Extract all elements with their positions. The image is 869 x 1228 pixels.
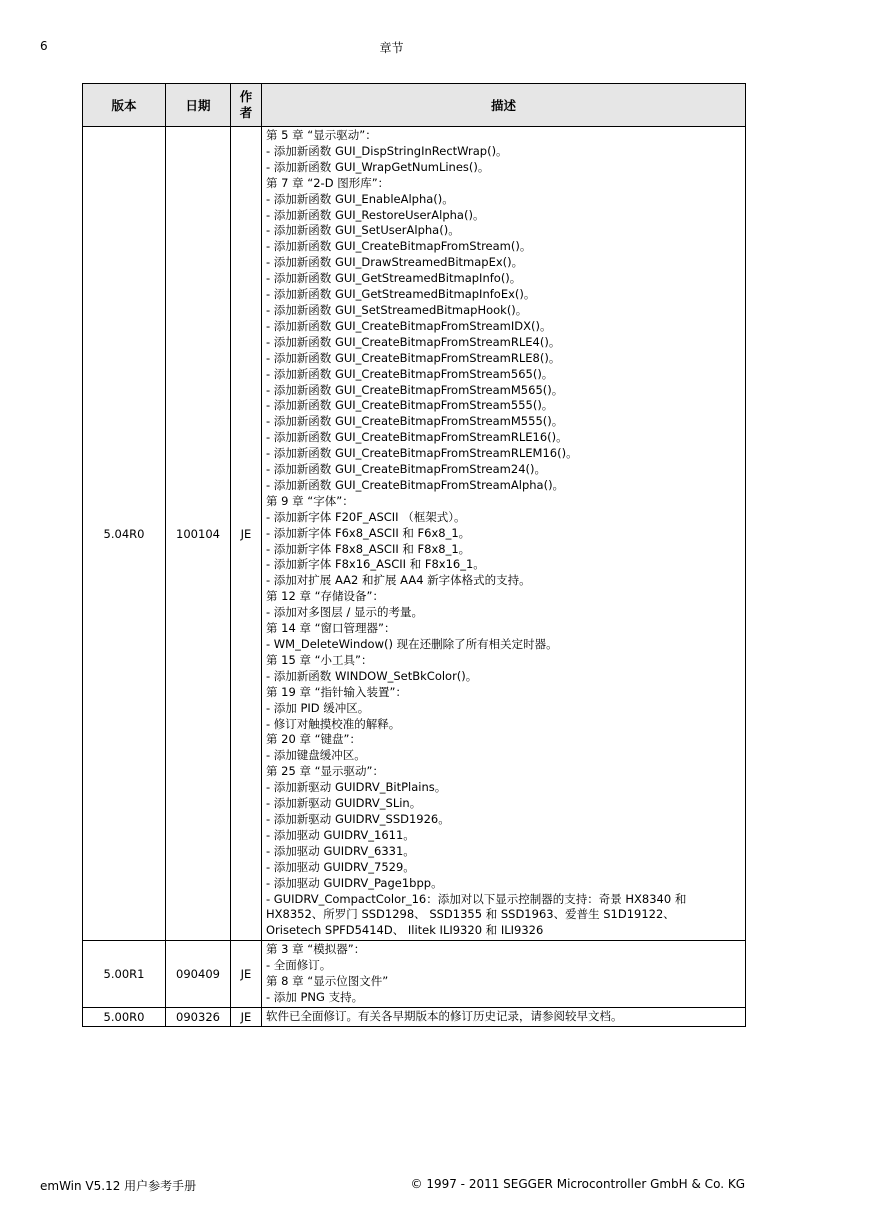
header-date: 日期 (166, 84, 231, 127)
footer-manual-title: emWin V5.12 用户参考手册 (40, 1179, 197, 1193)
page-number: 6 (40, 39, 48, 53)
description-line: - 添加新函数 GUI_CreateBitmapFromStream555()。 (266, 398, 554, 413)
description-line: - 添加新函数 GUI_WrapGetNumLines()。 (266, 159, 490, 174)
cell-date: 090409 (166, 941, 231, 1008)
description-line: - 添加新函数 GUI_SetStreamedBitmapHook()。 (266, 302, 528, 317)
cell-date: 100104 (166, 127, 231, 941)
cell-date: 090326 (166, 1007, 231, 1026)
footer-copyright: © 1997 - 2011 SEGGER Microcontroller GmbH & Co. KG (410, 1177, 745, 1191)
table-row (83, 127, 746, 941)
description-line: - 添加新函数 GUI_CreateBitmapFromStream()。 (266, 239, 532, 254)
description-line: - 添加新函数 GUI_CreateBitmapFromStreamRLE4()。 (266, 334, 561, 349)
chapter-header: 章节 (379, 41, 404, 55)
description-line: - 添加新函数 GUI_CreateBitmapFromStream565()。 (266, 366, 554, 381)
table-row (83, 941, 746, 1008)
description-line: - 添加新函数 WINDOW_SetBkColor()。 (266, 668, 478, 683)
description-line: - 添加新函数 GUI_GetStreamedBitmapInfo()。 (266, 271, 522, 286)
header-description: 描述 (262, 84, 746, 127)
description-line: - 添加键盘缓冲区。 (266, 748, 366, 763)
description-line: - 添加新驱动 GUIDRV_BitPlains。 (266, 780, 447, 795)
description-line: 第 19 章 “指针输入装置”： (266, 684, 408, 699)
cell-author: JE (231, 127, 262, 941)
description-line: 第 3 章 “模拟器”： (266, 942, 366, 957)
description-line: - 添加对扩展 AA2 和扩展 AA4 新字体格式的支持。 (266, 573, 531, 588)
description-line: 第 5 章 “显示驱动”： (266, 128, 377, 142)
description-line: - 添加新函数 GUI_CreateBitmapFromStreamRLE8()。 (266, 350, 561, 365)
description-line: 第 15 章 “小工具”： (266, 652, 373, 667)
header-version: 版本 (83, 84, 166, 127)
description-line: - 修订对触摸校准的解释。 (266, 716, 401, 731)
description-line: - 添加新驱动 GUIDRV_SSD1926。 (266, 811, 450, 826)
description-line: - 添加新字体 F8x8_ASCII 和 F8x8_1。 (266, 541, 471, 556)
description-line: - WM_DeleteWindow() 现在还删除了所有相关定时器。 (266, 637, 558, 651)
cell-description (262, 1007, 746, 1026)
description-line: - 添加驱动 GUIDRV_1611。 (266, 827, 415, 842)
table-header-row (83, 84, 746, 127)
description-line: - 添加新函数 GUI_CreateBitmapFromStreamM555()。 (266, 414, 564, 429)
cell-description (262, 127, 746, 941)
description-line: - 添加新函数 GUI_CreateBitmapFromStreamIDX()。 (266, 318, 552, 333)
description-line: - 添加新函数 GUI_SetUserAlpha()。 (266, 223, 460, 238)
description-line: 第 14 章 “窗口管理器”： (266, 621, 396, 636)
cell-version: 5.04R0 (83, 127, 166, 941)
description-line: - 添加新函数 GUI_CreateBitmapFromStream24()。 (266, 462, 546, 477)
description-line: - GUIDRV_CompactColor_16：添加对以下显示控制器的支持：奇景 HX8340 和 (266, 891, 687, 906)
cell-version: 5.00R1 (83, 941, 166, 1008)
description-line: 第 9 章 “字体”： (266, 493, 354, 508)
description-line: - 添加新字体 F20F_ASCII （框架式）。 (266, 509, 466, 524)
header-author: 作 者 (231, 84, 262, 127)
description-line: - 添加驱动 GUIDRV_7529。 (266, 859, 415, 874)
description-line: - 添加新函数 GUI_GetStreamedBitmapInfoEx()。 (266, 287, 536, 302)
description-line: 第 20 章 “键盘”： (266, 732, 362, 747)
table-row (83, 1007, 746, 1026)
description-line: - 添加驱动 GUIDRV_Page1bpp。 (266, 875, 443, 890)
cell-author: JE (231, 1007, 262, 1026)
description-line: 第 25 章 “显示驱动”： (266, 764, 385, 779)
description-line: Orisetech SPFD5414D、 Ilitek ILI9320 和 ILI9326 (266, 923, 544, 938)
revision-table (82, 83, 746, 1027)
description-line: HX8352、所罗门 SSD1298、 SSD1355 和 SSD1963、爱普生 S1D19122、 (266, 907, 675, 922)
description-line: - 添加新函数 GUI_EnableAlpha()。 (266, 191, 454, 206)
description-line: - 添加新函数 GUI_CreateBitmapFromStreamRLE16()。 (266, 430, 568, 445)
description-line: - 添加新字体 F8x16_ASCII 和 F8x16_1。 (266, 557, 485, 572)
cell-author: JE (231, 941, 262, 1008)
description-line: - 添加新函数 GUI_CreateBitmapFromStreamRLEM16()。 (266, 446, 578, 461)
description-line: - 添加新字体 F6x8_ASCII 和 F6x8_1。 (266, 525, 471, 540)
cell-description (262, 941, 746, 1008)
description-line: - 添加新函数 GUI_DispStringInRectWrap()。 (266, 143, 508, 158)
description-line: - 添加 PNG 支持。 (266, 989, 364, 1004)
description-line: - 全面修订。 (266, 958, 332, 973)
description-line: - 添加对多图层 / 显示的考量。 (266, 605, 423, 620)
description-line: - 添加驱动 GUIDRV_6331。 (266, 843, 415, 858)
description-line: 软件已全面修订。有关各早期版本的修订历史记录，请参阅较早文档。 (266, 1008, 623, 1023)
description-line: 第 12 章 “存储设备”： (266, 589, 385, 604)
description-line: - 添加新函数 GUI_CreateBitmapFromStreamAlpha()。 (266, 477, 565, 492)
description-line: 第 8 章 “显示位图文件” (266, 974, 389, 989)
description-line: - 添加 PID 缓冲区。 (266, 700, 370, 715)
description-line: - 添加新驱动 GUIDRV_SLin。 (266, 796, 422, 811)
description-line: 第 7 章 “2-D 图形库”： (266, 175, 390, 190)
description-line: - 添加新函数 GUI_CreateBitmapFromStreamM565()。 (266, 382, 564, 397)
cell-version: 5.00R0 (83, 1007, 166, 1026)
description-line: - 添加新函数 GUI_DrawStreamedBitmapEx()。 (266, 255, 524, 270)
description-line: - 添加新函数 GUI_RestoreUserAlpha()。 (266, 207, 485, 222)
